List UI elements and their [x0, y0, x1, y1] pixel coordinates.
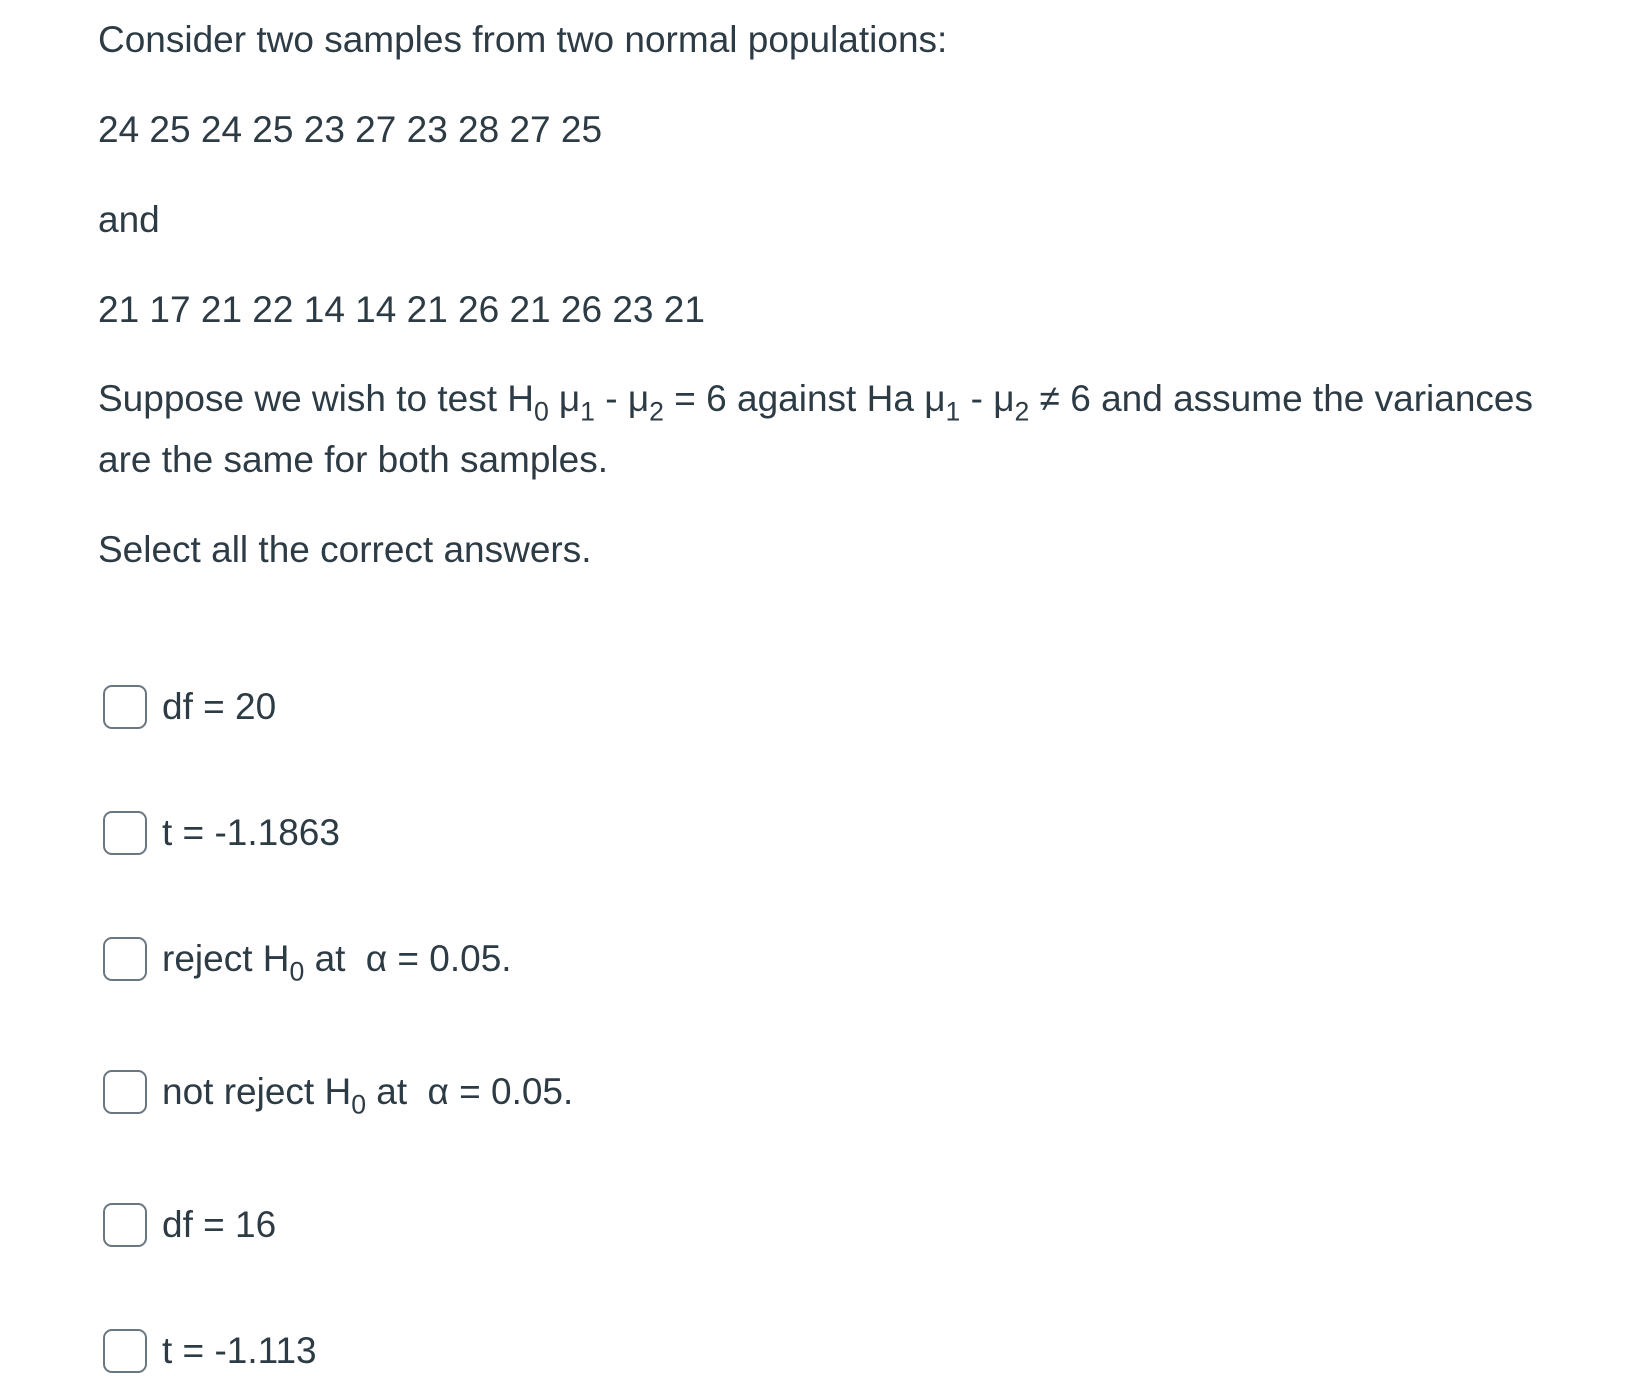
option-t-1-1863[interactable]	[103, 808, 340, 858]
connector-text: and	[98, 199, 160, 240]
hypothesis-statement: Suppose we wish to test $H_0$ $\mu_1 - \mu_2 = 6$ against Ha $\mu_1 - \mu_2 \ne 6$ and assume the variances are the same for both samples.	[98, 378, 1533, 480]
option-label: t = -1.1863	[162, 812, 340, 853]
sample-1-values: 24 25 24 25 23 27 23 28 27 25	[98, 109, 603, 150]
option-label: df = 20	[162, 686, 277, 727]
checkbox[interactable]	[103, 1203, 147, 1247]
checkbox[interactable]	[103, 1070, 147, 1114]
option-df-16[interactable]	[103, 1200, 276, 1250]
sample-2-values: 21 17 21 22 14 14 21 26 21 26 23 21	[98, 289, 705, 330]
option-reject-h0[interactable]	[103, 934, 512, 987]
checkbox[interactable]	[103, 685, 147, 729]
option-not-reject-h0[interactable]	[103, 1067, 574, 1120]
checkbox[interactable]	[103, 1329, 147, 1373]
option-label: reject $H_0$ at α = 0.05.	[162, 938, 512, 987]
option-t-1-113[interactable]	[103, 1326, 317, 1376]
checkbox[interactable]	[103, 937, 147, 981]
checkbox[interactable]	[103, 811, 147, 855]
option-label: t = -1.113	[162, 1330, 317, 1371]
instruction-text: Select all the correct answers.	[98, 529, 592, 570]
option-label: not reject $H_0$ at α = 0.05.	[162, 1071, 574, 1120]
option-df-20[interactable]	[103, 682, 276, 732]
question-intro: Consider two samples from two normal populations:	[98, 19, 948, 60]
option-label: df = 16	[162, 1204, 277, 1245]
